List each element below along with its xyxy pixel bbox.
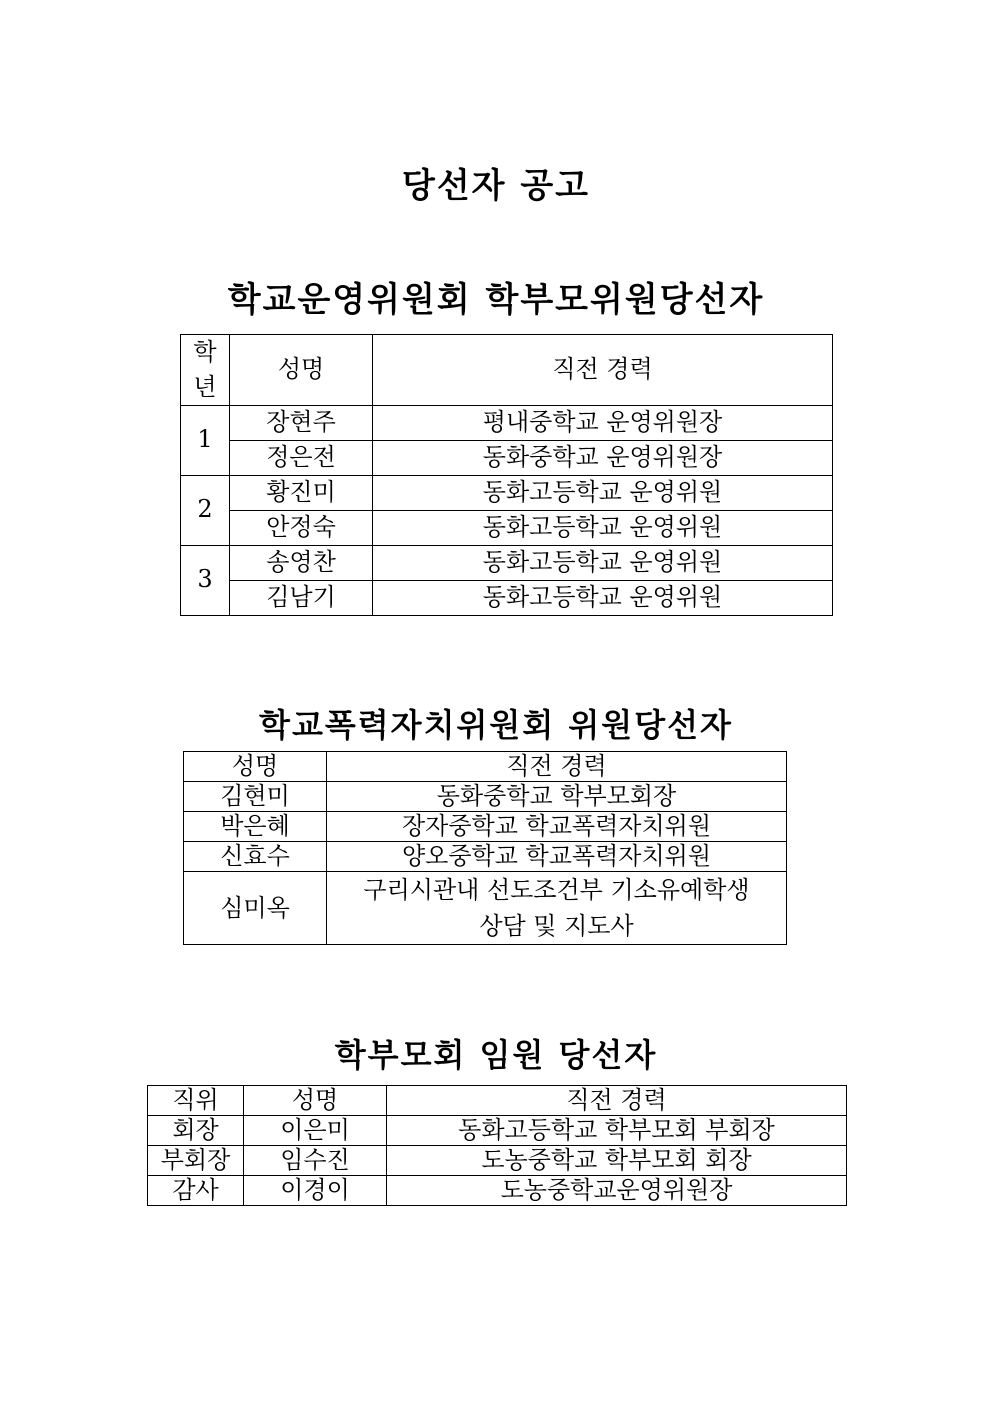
- career-header: 직전 경력: [327, 752, 787, 782]
- committee-section-title: 학교운영위원회 학부모위원당선자: [227, 280, 765, 320]
- name-cell: 송영찬: [230, 545, 373, 580]
- committee-table: [180, 334, 833, 616]
- table-row: [184, 782, 787, 812]
- table-row: [148, 1146, 847, 1176]
- name-header: 성명: [230, 335, 373, 406]
- name-cell: 이경이: [244, 1176, 387, 1206]
- career-cell: 장자중학교 학교폭력자치위원: [327, 812, 787, 842]
- position-header: 직위: [148, 1086, 244, 1116]
- career-header: 직전 경력: [387, 1086, 847, 1116]
- career-cell: 동화고등학교 운영위원: [373, 545, 833, 580]
- career-line-2: 상담 및 지도사: [479, 912, 634, 940]
- name-cell: 안정숙: [230, 510, 373, 545]
- career-cell: 동화고등학교 학부모회 부회장: [387, 1116, 847, 1146]
- table-row: [148, 1116, 847, 1146]
- career-cell: 동화고등학교 운영위원: [373, 580, 833, 615]
- violence-table: [183, 751, 787, 945]
- grade-cell: 2: [181, 475, 230, 545]
- violence-section-title: 학교폭력자치위원회 위원당선자: [259, 706, 733, 744]
- name-cell: 이은미: [244, 1116, 387, 1146]
- grade-cell: 3: [181, 545, 230, 615]
- name-cell: 장현주: [230, 405, 373, 440]
- page-title: 당선자 공고: [401, 166, 591, 206]
- table-row: [181, 405, 833, 440]
- committee-header-row: [181, 335, 833, 406]
- name-header: 성명: [184, 752, 327, 782]
- name-cell: 신효수: [184, 842, 327, 872]
- name-cell: 김현미: [184, 782, 327, 812]
- table-row: [148, 1176, 847, 1206]
- name-cell: 임수진: [244, 1146, 387, 1176]
- table-row: [181, 475, 833, 510]
- table-row: [184, 872, 787, 945]
- grade-header: 학 년: [181, 335, 230, 406]
- violence-header-row: [184, 752, 787, 782]
- position-cell: 부회장: [148, 1146, 244, 1176]
- career-cell: 양오중학교 학교폭력자치위원: [327, 842, 787, 872]
- career-cell: 동화중학교 운영위원장: [373, 440, 833, 475]
- career-line-1: 구리시관내 선도조건부 기소유예학생: [363, 876, 750, 904]
- career-cell: 동화중학교 학부모회장: [327, 782, 787, 812]
- career-cell: 도농중학교운영위원장: [387, 1176, 847, 1206]
- career-cell: 도농중학교 학부모회 회장: [387, 1146, 847, 1176]
- name-cell: 정은전: [230, 440, 373, 475]
- name-cell: 김남기: [230, 580, 373, 615]
- officers-header-row: [148, 1086, 847, 1116]
- name-cell: 박은혜: [184, 812, 327, 842]
- position-cell: 회장: [148, 1116, 244, 1146]
- name-cell: 심미옥: [184, 872, 327, 945]
- grade-cell: 1: [181, 405, 230, 475]
- table-row: [181, 510, 833, 545]
- name-cell: 황진미: [230, 475, 373, 510]
- name-header: 성명: [244, 1086, 387, 1116]
- table-row: [181, 545, 833, 580]
- career-cell: 평내중학교 운영위원장: [373, 405, 833, 440]
- career-cell: 동화고등학교 운영위원: [373, 510, 833, 545]
- table-row: [181, 580, 833, 615]
- officers-section-title: 학부모회 임원 당선자: [334, 1036, 658, 1074]
- career-cell: 동화고등학교 운영위원: [373, 475, 833, 510]
- table-row: [184, 842, 787, 872]
- table-row: [184, 812, 787, 842]
- career-header: 직전 경력: [373, 335, 833, 406]
- officers-table: [147, 1085, 847, 1206]
- position-cell: 감사: [148, 1176, 244, 1206]
- career-cell: [327, 872, 787, 945]
- table-row: [181, 440, 833, 475]
